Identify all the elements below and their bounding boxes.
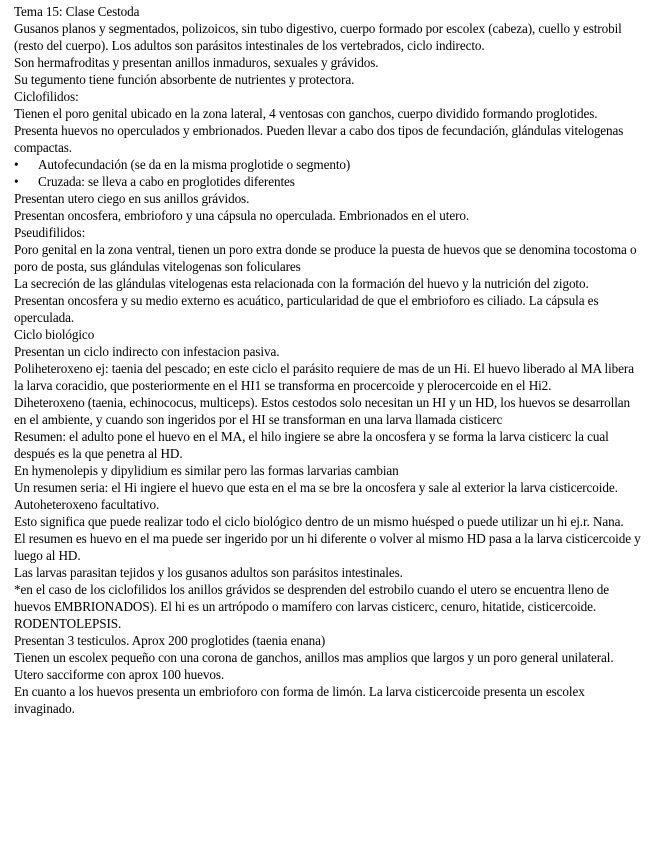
intro-paragraph: Son hermafroditas y presentan anillos inmaduros, sexuales y grávidos. (14, 55, 379, 70)
section-heading-pseudifilidos: Pseudifilidos: (14, 225, 86, 240)
bullet-item (14, 173, 642, 190)
ciclo-paragraph: Resumen: el adulto pone el huevo en el MA, el hilo ingiere se abre la oncosfera y se forma la larva cisticerc la cual después es la que penetra al HD. (14, 429, 609, 461)
section-heading-rodentolepsis: RODENTOLEPSIS. (14, 616, 122, 631)
bullet-text: Autofecundación (se da en la misma proglotide o segmento) (38, 157, 351, 172)
ciclo-paragraph: *en el caso de los ciclofilidos los anillos grávidos se desprenden del estrobilo cuando el utero se encuentra lleno de huevos EMBRIONADOS). El hi es un artrópodo o mamífero con larvas cisticerc, cenuro, hitatide, cisticercoide. (14, 582, 610, 614)
ciclo-paragraph: Poliheteroxeno ej: taenia del pescado; en este ciclo el parásito requiere de mas de un Hi. El huevo liberado al MA libera la larva coracidio, que posteriormente en el HI1 se transforma en procercoide y plerocercoide en el Hi2. (14, 361, 634, 393)
ciclo-paragraph: Diheteroxeno (taenia, echinococus, multiceps). Estos cestodos solo necesitan un HI y un HD, los huevos se desarrollan en el ambiente, y cuando son ingeridos por el HI se transforman en una larva llamada cisticerc (14, 395, 631, 427)
rodentolepsis-paragraph: Presentan 3 testiculos. Aprox 200 proglotides (taenia enana) (14, 633, 326, 648)
ciclofilidos-paragraph: Presentan oncosfera, embrioforo y una cápsula no operculada. Embrionados en el utero. (14, 208, 470, 223)
ciclo-paragraph: Un resumen seria: el Hi ingiere el huevo que esta en el ma se bre la oncosfera y sale al exterior la larva cisticercoide. (14, 480, 618, 495)
ciclofilidos-paragraph: Presentan utero ciego en sus anillos grávidos. (14, 191, 250, 206)
ciclo-paragraph: Autoheteroxeno facultativo. (14, 497, 160, 512)
ciclo-paragraph: Las larvas parasitan tejidos y los gusanos adultos son parásitos intestinales. (14, 565, 403, 580)
section-heading-ciclofilidos: Ciclofilidos: (14, 89, 79, 104)
ciclo-paragraph: Esto significa que puede realizar todo el ciclo biológico dentro de un mismo huésped o puede utilizar un hi ej.r. Nana. (14, 514, 624, 529)
intro-paragraph: Gusanos planos y segmentados, polizoicos, sin tubo digestivo, cuerpo formado por escolex (cabeza), cuello y estrobil (resto del cuerpo). Los adultos son parásitos intestinales de los vertebrados, ciclo indirecto. (14, 21, 622, 53)
rodentolepsis-paragraph: Tienen un escolex pequeño con una corona de ganchos, anillos mas amplios que largos y un poro general unilateral. Utero sacciforme con aprox 100 huevos. (14, 650, 614, 682)
bullet-icon: • (14, 157, 19, 172)
ciclo-paragraph: El resumen es huevo en el ma puede ser ingerido por un hi diferente o volver al mismo HD pasa a la larva cisticercoide y luego al HD. (14, 531, 641, 563)
ciclofilidos-paragraph: Tienen el poro genital ubicado en la zona lateral, 4 ventosas con ganchos, cuerpo dividido formando proglotides. Presenta huevos no operculados y embrionados. Pueden llevar a cabo dos tipos de fecundación, glándulas vitelogenas compactas. (14, 106, 624, 155)
rodentolepsis-paragraph: En cuanto a los huevos presenta un embrioforo con forma de limón. La larva cisticercoide presenta un escolex invaginado. (14, 684, 585, 716)
pseudifilidos-paragraph: Poro genital en la zona ventral, tienen un poro extra donde se produce la puesta de huevos que se denomina tocostoma o poro de posta, sus glándulas vitelogenas son foliculares (14, 242, 637, 274)
bullet-text: Cruzada: se lleva a cabo en proglotides diferentes (38, 174, 295, 189)
ciclo-paragraph: En hymenolepis y dipylidium es similar pero las formas larvarias cambian (14, 463, 399, 478)
section-heading-ciclo: Ciclo biológico (14, 327, 95, 342)
bullet-icon: • (14, 174, 19, 189)
document-title: Tema 15: Clase Cestoda (14, 4, 140, 19)
pseudifilidos-paragraph: La secreción de las glándulas vitelogenas esta relacionada con la formación del huevo y la nutrición del zigoto. Presentan oncosfera y su medio externo es acuático, particularidad de que el embrioforo es ciliado. La cápsula es operculada. (14, 276, 599, 325)
ciclo-paragraph: Presentan un ciclo indirecto con infestacion pasiva. (14, 344, 280, 359)
bullet-item (14, 156, 642, 173)
intro-paragraph: Su tegumento tiene función absorbente de nutrientes y protectora. (14, 72, 355, 87)
